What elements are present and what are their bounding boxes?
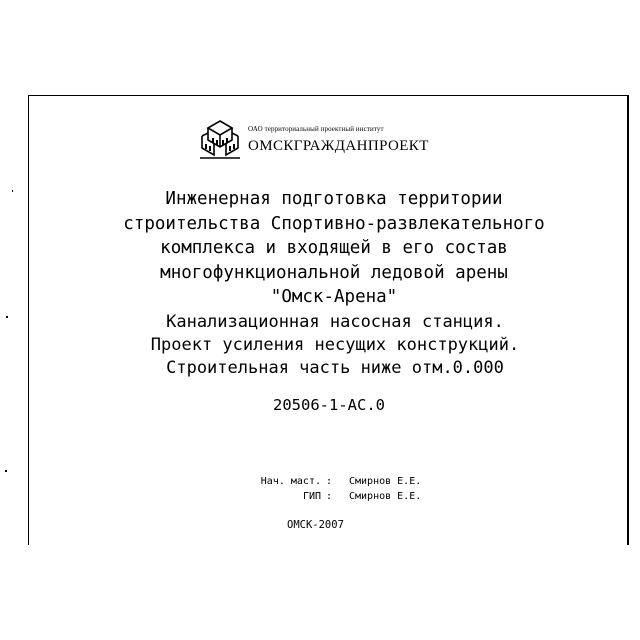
institute-name: ОМСКГРАЖДАНПРОЕКТ — [248, 138, 429, 154]
subtitle-line: Проект усиления несущих конструкций. — [150, 335, 520, 355]
subtitle-line: Канализационная насосная станция. — [166, 312, 504, 332]
scan-artifact — [5, 470, 7, 472]
signature-role: Нач. маст. — [260, 476, 321, 487]
signature-name: Смирнов Е.Е. — [349, 491, 422, 502]
subtitle-line: Строительная часть ниже отм.0.000 — [166, 358, 504, 378]
document-code: 20506-1-АС.0 — [273, 396, 385, 414]
signature-row — [240, 489, 421, 504]
place-and-year: ОМСК-2007 — [287, 519, 344, 531]
signature-colon: : — [326, 491, 333, 502]
signature-colon: : — [326, 476, 333, 487]
signature-block — [240, 474, 421, 504]
institute-descriptor: ОАО территориальный проектный институт — [248, 125, 384, 133]
signature-name: Смирнов Е.Е. — [349, 476, 422, 487]
title-line: строительства Спортивно-развлекательного — [123, 213, 545, 234]
institute-header — [198, 118, 429, 160]
title-line: многофункциональной ледовой арены — [160, 262, 508, 283]
scan-artifact — [12, 190, 13, 192]
project-title — [0, 187, 640, 310]
title-line: комплекса и входящей в его состав — [160, 238, 508, 258]
title-line: Инженерная подготовка территории — [165, 189, 503, 209]
section-title — [0, 311, 640, 380]
title-line: "Омск-Арена" — [270, 287, 398, 307]
scan-artifact — [6, 316, 8, 318]
signature-role: ГИП — [302, 491, 321, 502]
signature-row — [240, 474, 421, 489]
omskgrazhdanproekt-logo-icon — [198, 118, 242, 160]
